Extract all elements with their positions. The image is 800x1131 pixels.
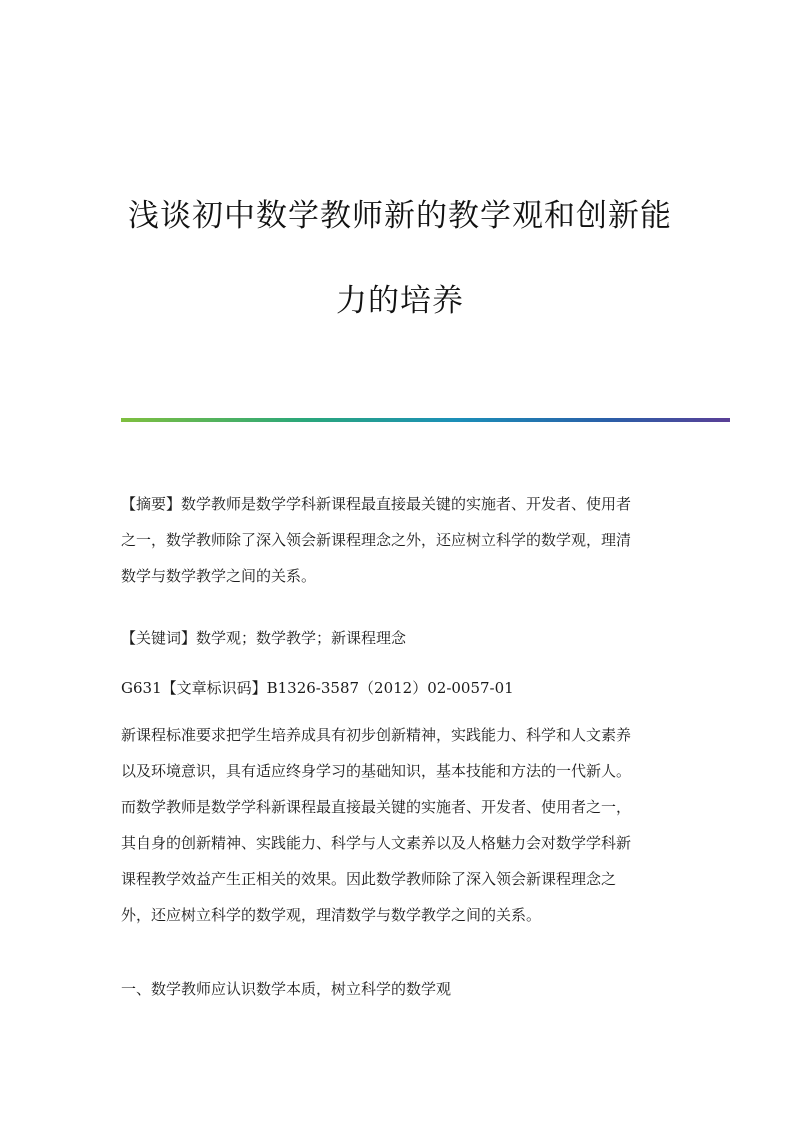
abstract-line: 【摘要】数学教师是数学学科新课程最直接最关键的实施者、开发者、使用者 [121, 495, 632, 513]
body-line: 外，还应树立科学的数学观，理清数学与数学教学之间的关系。 [121, 906, 542, 924]
document-title-line-2: 力的培养 [336, 283, 464, 319]
title-divider [121, 418, 730, 422]
section-heading-1: 一、数学教师应认识数学本质，树立科学的数学观 [121, 980, 452, 998]
abstract-line: 数学与数学教学之间的关系。 [121, 567, 317, 585]
body-line: 其自身的创新精神、实践能力、科学与人文素养以及人格魅力会对数学学科新 [121, 834, 632, 852]
keywords-line: 【关键词】数学观；数学教学；新课程理念 [121, 629, 407, 647]
classification-code-line: G631【文章标识码】B1326-3587（2012）02-0057-01 [121, 679, 514, 697]
body-paragraph-1 [121, 717, 681, 933]
abstract-paragraph [121, 486, 681, 594]
document-title-line-1: 浅谈初中数学教师新的教学观和创新能 [128, 198, 672, 234]
abstract-line: 之一，数学教师除了深入领会新课程理念之外，还应树立科学的数学观，理清 [121, 531, 632, 549]
body-line: 以及环境意识，具有适应终身学习的基础知识，基本技能和方法的一代新人。 [121, 762, 632, 780]
body-line: 新课程标准要求把学生培养成具有初步创新精神，实践能力、科学和人文素养 [121, 726, 632, 744]
body-line: 而数学教师是数学学科新课程最直接最关键的实施者、开发者、使用者之一， [121, 798, 632, 816]
body-line: 课程教学效益产生正相关的效果。因此数学教师除了深入领会新课程理念之 [121, 870, 617, 888]
